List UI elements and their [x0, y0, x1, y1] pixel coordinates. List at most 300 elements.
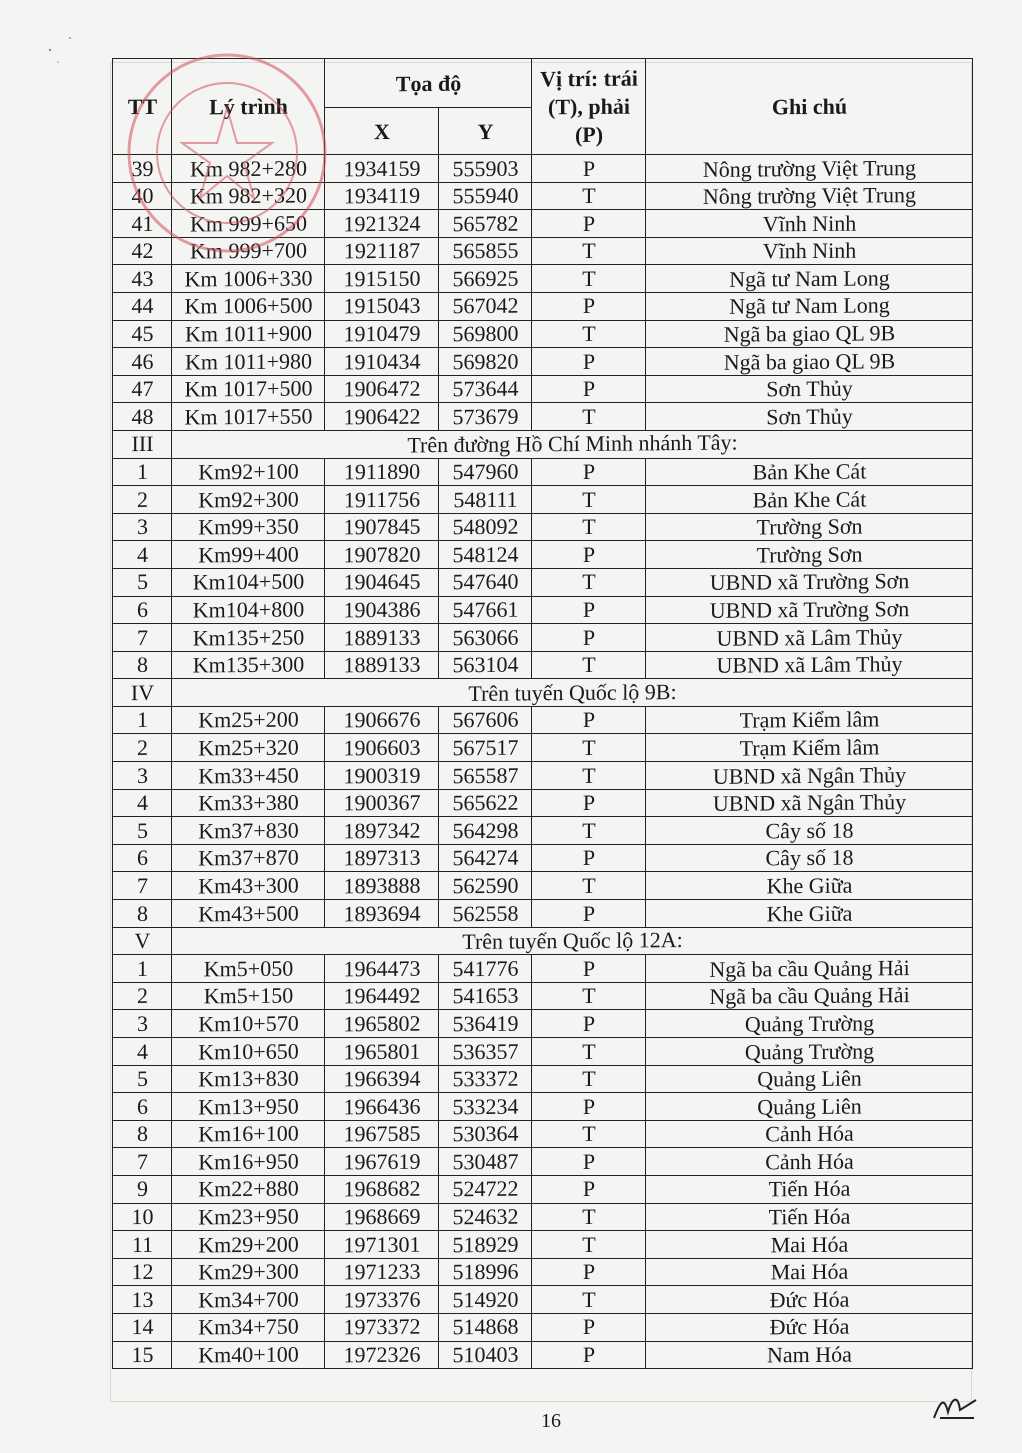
cell-note: Ngã ba cầu Quảng Hải	[646, 981, 973, 1011]
cell-ly-trinh: Km43+500	[172, 899, 325, 928]
cell-note: Cảnh Hóa	[646, 1146, 973, 1176]
section-row	[113, 430, 973, 458]
cell-tt: 4	[113, 789, 172, 817]
table-row	[113, 1313, 973, 1341]
cell-position: T	[532, 733, 646, 762]
cell-y: 548111	[439, 485, 532, 513]
cell-y: 562558	[439, 899, 532, 927]
cell-tt: 6	[113, 1092, 172, 1120]
cell-position: P	[532, 1313, 646, 1342]
section-code: V	[113, 927, 172, 955]
cell-tt: 1	[113, 954, 172, 982]
cell-position: T	[532, 761, 646, 790]
table-row	[113, 844, 973, 872]
table-row	[113, 1038, 973, 1066]
header-y: Y	[439, 107, 532, 155]
table-row	[113, 541, 973, 569]
header-ly-trinh: Lý trình	[172, 58, 325, 155]
cell-tt: 13	[113, 1286, 172, 1314]
table-row	[113, 182, 973, 210]
table-row	[113, 1148, 973, 1176]
cell-position: T	[532, 982, 646, 1011]
header-ghi-chu: Ghi chú	[646, 57, 973, 156]
cell-y: 567042	[439, 292, 532, 320]
cell-tt: 5	[113, 816, 172, 844]
cell-tt: 3	[113, 1010, 172, 1038]
cell-y: 573644	[439, 375, 532, 403]
cell-position: T	[532, 264, 646, 293]
section-row	[113, 679, 973, 707]
cell-y: 518929	[439, 1230, 532, 1258]
table-row	[113, 955, 973, 983]
cell-y: 567606	[439, 706, 532, 734]
header-row-1	[113, 59, 973, 108]
cell-y: 524632	[439, 1203, 532, 1231]
cell-note: Bản Khe Cát	[646, 457, 973, 487]
table-row	[113, 458, 973, 486]
cell-x: 1934159	[325, 154, 439, 183]
cell-position: T	[532, 513, 646, 542]
cell-note: Trường Sơn	[646, 512, 973, 542]
cell-ly-trinh: Km 999+650	[172, 209, 325, 238]
cell-note: Sơn Thủy	[646, 374, 973, 404]
cell-y: 533372	[439, 1065, 532, 1093]
cell-note: Khe Giữa	[646, 898, 973, 928]
cell-position: T	[532, 568, 646, 597]
cell-y: 569820	[439, 347, 532, 375]
cell-position: P	[532, 623, 646, 652]
cell-ly-trinh: Km5+050	[172, 954, 325, 983]
cell-tt: 46	[113, 347, 172, 375]
cell-tt: 15	[113, 1341, 172, 1369]
cell-tt: 42	[113, 237, 172, 265]
cell-tt: 8	[113, 1120, 172, 1148]
cell-x: 1965801	[325, 1037, 439, 1066]
page-number: 16	[541, 1410, 561, 1432]
table-row	[113, 568, 973, 596]
cell-position: T	[532, 1065, 646, 1094]
cell-x: 1906472	[325, 375, 439, 404]
cell-y: 564274	[439, 844, 532, 872]
cell-y: 564298	[439, 816, 532, 844]
cell-note: Nông trường Việt Trung	[646, 181, 973, 211]
cell-x: 1910434	[325, 347, 439, 376]
table-row	[113, 596, 973, 624]
cell-tt: 4	[113, 1037, 172, 1065]
cell-y: 547661	[439, 596, 532, 624]
cell-x: 1966436	[325, 1092, 439, 1121]
table-row	[113, 1203, 973, 1231]
cell-note: Trạm Kiểm lâm	[646, 733, 973, 763]
table-row	[113, 403, 973, 431]
cell-position: P	[532, 1147, 646, 1176]
cell-y: 524722	[439, 1175, 532, 1203]
cell-tt: 5	[113, 568, 172, 596]
cell-note: Cây số 18	[646, 843, 973, 873]
cell-ly-trinh: Km135+250	[172, 623, 325, 652]
table-row	[113, 237, 973, 265]
table-row	[113, 900, 973, 928]
cell-ly-trinh: Km 1017+550	[172, 402, 325, 431]
cell-position: P	[532, 954, 646, 983]
cell-y: 555940	[439, 182, 532, 210]
table-row	[113, 762, 973, 790]
cell-note: Ngã ba cầu Quảng Hải	[646, 953, 973, 983]
cell-note: Tiến Hóa	[646, 1202, 973, 1232]
cell-tt: 7	[113, 872, 172, 900]
cell-position: P	[532, 347, 646, 376]
cell-y: 514868	[439, 1313, 532, 1341]
cell-note: Ngã ba giao QL 9B	[646, 346, 973, 376]
cell-y: 573679	[439, 402, 532, 430]
cell-ly-trinh: Km33+380	[172, 788, 325, 817]
section-row	[113, 927, 973, 955]
cell-position: P	[532, 899, 646, 928]
cell-x: 1973372	[325, 1313, 439, 1342]
cell-y: 567517	[439, 734, 532, 762]
cell-y: 536357	[439, 1037, 532, 1065]
cell-position: P	[532, 789, 646, 818]
cell-y: 565855	[439, 237, 532, 265]
cell-y: 533234	[439, 1092, 532, 1120]
cell-x: 1915150	[325, 264, 439, 293]
cell-note: UBND xã Trường Sơn	[646, 595, 973, 625]
cell-note: UBND xã Ngân Thủy	[646, 788, 973, 818]
cell-position: P	[532, 596, 646, 625]
cell-note: Nông trường Việt Trung	[646, 153, 973, 183]
cell-ly-trinh: Km 999+700	[172, 237, 325, 266]
cell-ly-trinh: Km99+400	[172, 540, 325, 569]
cell-tt: 6	[113, 844, 172, 872]
cell-x: 1971301	[325, 1230, 439, 1259]
cell-y: 536419	[439, 1010, 532, 1038]
cell-x: 1889133	[325, 623, 439, 652]
cell-tt: 43	[113, 265, 172, 293]
section-title: Trên đường Hồ Chí Minh nhánh Tây:	[172, 427, 973, 462]
cell-tt: 2	[113, 485, 172, 513]
cell-x: 1893888	[325, 871, 439, 900]
cell-ly-trinh: Km 982+280	[172, 154, 325, 183]
section-code: III	[113, 430, 172, 458]
cell-y: 547960	[439, 458, 532, 486]
cell-tt: 39	[113, 154, 172, 182]
cell-x: 1971233	[325, 1258, 439, 1287]
cell-note: Đức Hóa	[646, 1284, 973, 1314]
cell-position: P	[532, 706, 646, 735]
cell-x: 1968669	[325, 1203, 439, 1232]
cell-tt: 7	[113, 623, 172, 651]
cell-ly-trinh: Km5+150	[172, 982, 325, 1011]
cell-position: P	[532, 540, 646, 569]
cell-position: T	[532, 182, 646, 211]
table-row	[113, 155, 973, 183]
cell-ly-trinh: Km10+650	[172, 1037, 325, 1066]
header-vi-tri	[532, 58, 646, 155]
cell-tt: 1	[113, 458, 172, 486]
cell-y: 565782	[439, 209, 532, 237]
cell-tt: 11	[113, 1230, 172, 1258]
table-row	[113, 651, 973, 679]
table-row	[113, 1341, 973, 1369]
cell-position: T	[532, 485, 646, 514]
cell-tt: 14	[113, 1313, 172, 1341]
cell-tt: 3	[113, 761, 172, 789]
cell-x: 1904386	[325, 596, 439, 625]
cell-tt: 5	[113, 1065, 172, 1093]
cell-note: UBND xã Ngân Thủy	[646, 760, 973, 790]
cell-y: 563066	[439, 623, 532, 651]
table-row	[113, 817, 973, 845]
cell-tt: 2	[113, 982, 172, 1010]
cell-note: Tiến Hóa	[646, 1174, 973, 1204]
header-toa-do: Tọa độ	[325, 58, 532, 109]
table-row	[113, 982, 973, 1010]
cell-x: 1910479	[325, 320, 439, 349]
cell-note: UBND xã Lâm Thủy	[646, 622, 973, 652]
cell-tt: 48	[113, 403, 172, 431]
cell-ly-trinh: Km 1011+900	[172, 319, 325, 348]
cell-x: 1972326	[325, 1341, 439, 1370]
cell-y: 514920	[439, 1285, 532, 1313]
cell-ly-trinh: Km99+350	[172, 513, 325, 542]
table-row	[113, 1065, 973, 1093]
cell-note: Quảng Trường	[646, 1008, 973, 1038]
cell-ly-trinh: Km92+300	[172, 485, 325, 514]
section-title: Trên tuyến Quốc lộ 9B:	[172, 675, 973, 710]
cell-position: T	[532, 1037, 646, 1066]
table-row	[113, 1231, 973, 1259]
table-row	[113, 734, 973, 762]
cell-position: T	[532, 1120, 646, 1149]
table-row	[113, 1175, 973, 1203]
cell-x: 1897342	[325, 816, 439, 845]
cell-note: Quảng Liên	[646, 1064, 973, 1094]
table-row	[113, 1258, 973, 1286]
cell-tt: 4	[113, 541, 172, 569]
cell-position: T	[532, 1285, 646, 1314]
cell-x: 1968682	[325, 1175, 439, 1204]
cell-position: P	[532, 1175, 646, 1204]
cell-tt: 1	[113, 706, 172, 734]
cell-position: T	[532, 402, 646, 431]
cell-tt: 10	[113, 1203, 172, 1231]
cell-position: P	[532, 292, 646, 321]
table-row	[113, 1286, 973, 1314]
cell-ly-trinh: Km13+830	[172, 1064, 325, 1093]
cell-tt: 41	[113, 209, 172, 237]
table-row	[113, 375, 973, 403]
initial-signature	[930, 1388, 980, 1422]
cell-x: 1893694	[325, 899, 439, 928]
section-code: IV	[113, 679, 172, 707]
cell-tt: 9	[113, 1175, 172, 1203]
cell-note: Khe Giữa	[646, 871, 973, 901]
cell-note: Nam Hóa	[646, 1340, 973, 1370]
table-row	[113, 486, 973, 514]
cell-x: 1965802	[325, 1009, 439, 1038]
table-row	[113, 624, 973, 652]
cell-note: Trường Sơn	[646, 539, 973, 569]
table-row	[113, 348, 973, 376]
cell-y: 548124	[439, 540, 532, 568]
cell-ly-trinh: Km10+570	[172, 1009, 325, 1038]
cell-ly-trinh: Km104+500	[172, 568, 325, 597]
cell-position: T	[532, 651, 646, 680]
table-row	[113, 292, 973, 320]
cell-tt: 8	[113, 651, 172, 679]
cell-x: 1900367	[325, 789, 439, 818]
cell-position: P	[532, 458, 646, 487]
cell-note: Mai Hóa	[646, 1257, 973, 1287]
cell-x: 1967585	[325, 1120, 439, 1149]
cell-y: 565587	[439, 761, 532, 789]
cell-x: 1897313	[325, 844, 439, 873]
cell-ly-trinh: Km 1011+980	[172, 347, 325, 376]
cell-position: T	[532, 871, 646, 900]
cell-ly-trinh: Km104+800	[172, 595, 325, 624]
cell-x: 1889133	[325, 651, 439, 680]
cell-ly-trinh: Km37+830	[172, 816, 325, 845]
cell-ly-trinh: Km 1006+500	[172, 292, 325, 321]
table-row	[113, 1010, 973, 1038]
cell-position: T	[532, 320, 646, 349]
cell-x: 1934119	[325, 182, 439, 211]
cell-y: 541653	[439, 982, 532, 1010]
cell-ly-trinh: Km29+200	[172, 1230, 325, 1259]
cell-note: Bản Khe Cát	[646, 484, 973, 514]
cell-tt: 6	[113, 596, 172, 624]
cell-x: 1921324	[325, 209, 439, 238]
cell-ly-trinh: Km16+950	[172, 1147, 325, 1176]
table-row	[113, 706, 973, 734]
cell-ly-trinh: Km40+100	[172, 1340, 325, 1369]
cell-ly-trinh: Km 1017+500	[172, 375, 325, 404]
cell-x: 1904645	[325, 568, 439, 597]
cell-note: Cây số 18	[646, 815, 973, 845]
cell-x: 1906603	[325, 733, 439, 762]
cell-ly-trinh: Km37+870	[172, 844, 325, 873]
cell-y: 555903	[439, 154, 532, 182]
cell-x: 1966394	[325, 1065, 439, 1094]
cell-note: Ngã tư Nam Long	[646, 291, 973, 321]
cell-tt: 44	[113, 292, 172, 320]
table-row	[113, 1093, 973, 1121]
cell-y: 518996	[439, 1258, 532, 1286]
cell-note: Quảng Liên	[646, 1091, 973, 1121]
cell-ly-trinh: Km33+450	[172, 761, 325, 790]
header-vi-tri-text: Vị trí: trái (T), phải (P)	[539, 65, 638, 147]
cell-position: P	[532, 209, 646, 238]
cell-position: T	[532, 816, 646, 845]
cell-ly-trinh: Km92+100	[172, 457, 325, 486]
table-row	[113, 1120, 973, 1148]
cell-note: Sơn Thủy	[646, 401, 973, 431]
cell-position: P	[532, 1258, 646, 1287]
cell-x: 1964492	[325, 982, 439, 1011]
cell-note: Cảnh Hóa	[646, 1119, 973, 1149]
cell-position: P	[532, 1341, 646, 1370]
cell-note: Vĩnh Ninh	[646, 236, 973, 266]
cell-note: UBND xã Lâm Thủy	[646, 650, 973, 680]
cell-y: 569800	[439, 320, 532, 348]
table-row	[113, 265, 973, 293]
cell-ly-trinh: Km29+300	[172, 1258, 325, 1287]
cell-note: Ngã ba giao QL 9B	[646, 319, 973, 349]
cell-ly-trinh: Km22+880	[172, 1175, 325, 1204]
cell-x: 1906676	[325, 706, 439, 735]
table-row	[113, 872, 973, 900]
cell-position: T	[532, 1203, 646, 1232]
cell-note: Trạm Kiểm lâm	[646, 705, 973, 735]
cell-note: Ngã tư Nam Long	[646, 263, 973, 293]
table-row	[113, 513, 973, 541]
cell-x: 1906422	[325, 402, 439, 431]
cell-x: 1921187	[325, 237, 439, 266]
cell-x: 1907845	[325, 513, 439, 542]
cell-ly-trinh: Km43+300	[172, 871, 325, 900]
cell-x: 1900319	[325, 761, 439, 790]
cell-ly-trinh: Km13+950	[172, 1092, 325, 1121]
cell-position: T	[532, 237, 646, 266]
cell-ly-trinh: Km23+950	[172, 1202, 325, 1231]
cell-ly-trinh: Km 1006+330	[172, 264, 325, 293]
cell-ly-trinh: Km16+100	[172, 1120, 325, 1149]
cell-position: P	[532, 844, 646, 873]
cell-ly-trinh: Km34+750	[172, 1313, 325, 1342]
cell-tt: 47	[113, 375, 172, 403]
cell-x: 1967619	[325, 1147, 439, 1176]
cell-y: 565622	[439, 789, 532, 817]
coordinates-table	[112, 58, 973, 1369]
cell-note: Đức Hóa	[646, 1312, 973, 1342]
cell-y: 541776	[439, 954, 532, 982]
table-row	[113, 789, 973, 817]
cell-tt: 3	[113, 513, 172, 541]
cell-y: 530364	[439, 1120, 532, 1148]
cell-position: P	[532, 1092, 646, 1121]
cell-ly-trinh: Km34+700	[172, 1285, 325, 1314]
cell-x: 1915043	[325, 292, 439, 321]
cell-tt: 40	[113, 182, 172, 210]
cell-ly-trinh: Km135+300	[172, 651, 325, 680]
cell-tt: 7	[113, 1148, 172, 1176]
cell-position: P	[532, 154, 646, 183]
table-body	[113, 155, 973, 1369]
scan-speckle	[20, 20, 100, 80]
cell-x: 1911756	[325, 485, 439, 514]
cell-position: T	[532, 1230, 646, 1259]
cell-note: Mai Hóa	[646, 1229, 973, 1259]
cell-x: 1911890	[325, 458, 439, 487]
cell-y: 562590	[439, 872, 532, 900]
cell-position: P	[532, 1009, 646, 1038]
section-title: Trên tuyến Quốc lộ 12A:	[172, 924, 973, 959]
cell-tt: 2	[113, 734, 172, 762]
cell-y: 563104	[439, 651, 532, 679]
cell-ly-trinh: Km25+200	[172, 706, 325, 735]
cell-note: Vĩnh Ninh	[646, 208, 973, 238]
cell-x: 1964473	[325, 954, 439, 983]
cell-tt: 8	[113, 899, 172, 927]
cell-y: 510403	[439, 1341, 532, 1369]
cell-x: 1907820	[325, 540, 439, 569]
cell-y: 530487	[439, 1147, 532, 1175]
cell-y: 548092	[439, 513, 532, 541]
cell-note: Quảng Trường	[646, 1036, 973, 1066]
cell-ly-trinh: Km25+320	[172, 733, 325, 762]
header-tt: TT	[113, 58, 172, 155]
cell-note: UBND xã Trường Sơn	[646, 567, 973, 597]
